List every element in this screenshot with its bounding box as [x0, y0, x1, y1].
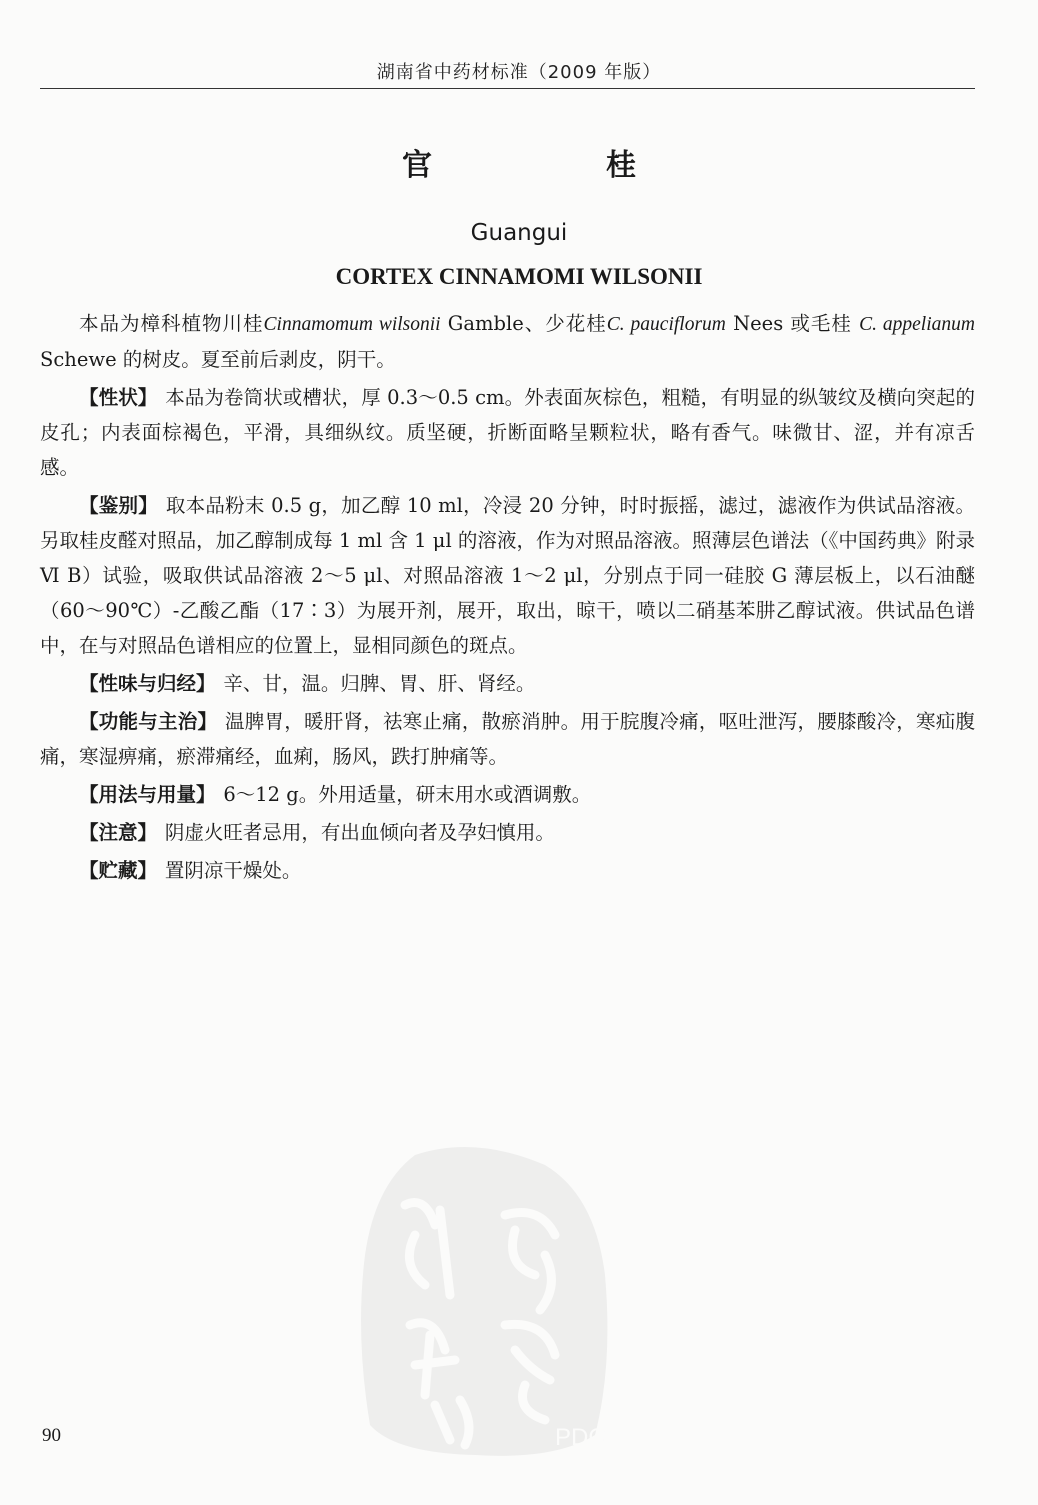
section-label: 【鉴别】 [79, 494, 159, 517]
section-storage [40, 853, 975, 888]
seal-stamp-watermark [355, 1135, 615, 1465]
section-dosage [40, 777, 975, 812]
intro-text: Gamble、少花桂 [440, 312, 607, 335]
section-text: 温脾胃，暖肝肾，祛寒止痛，散瘀消肿。用于脘腹冷痛，呕吐泄泻，腰膝酸冷，寒疝腹痛，寒湿痹痛，瘀滞痛经，血痢，肠风，跌打肿痛等。 [40, 710, 975, 768]
monograph-title: 官 桂 [402, 148, 708, 183]
monograph-body [40, 306, 975, 891]
section-label: 【功能与主治】 [79, 710, 218, 733]
species-name: C. appelianum [859, 314, 975, 335]
section-description [40, 380, 975, 485]
header-rule [40, 88, 975, 89]
source-paragraph [40, 306, 975, 377]
running-header: 湖南省中药材标准（2009 年版） [376, 62, 662, 83]
section-label: 【性状】 [79, 386, 158, 409]
section-label: 【用法与用量】 [79, 783, 216, 806]
section-text: 置阴凉干燥处。 [164, 859, 302, 882]
intro-text: 本品为樟科植物川桂 [79, 312, 264, 335]
section-text: 取本品粉末 0.5 g，加乙醇 10 ml，冷浸 20 分钟，时时振摇，滤过，滤液作为供试品溶液。另取桂皮醛对照品，加乙醇制成每 1 ml 含 1 μl 的溶液，作为对照品溶液。照薄层色谱法（《中国药典》附录Ⅵ B）试验，吸取供试品溶液 2～5 μl、对照品溶液 1～2 μl，分别点于同一硅胶 G 薄层板上，以石油醚（60～90℃）-乙酸乙酯（17∶3）为展开剂，展开，取出，晾干，喷以二硝基苯肼乙醇试液。供试品色谱中，在与对照品色谱相应的位置上，显相同颜色的斑点。 [40, 494, 975, 657]
section-caution [40, 815, 975, 850]
section-label: 【注意】 [79, 821, 158, 844]
intro-text: Nees 或毛桂 [725, 312, 860, 335]
section-identification [40, 488, 975, 663]
section-text: 本品为卷筒状或槽状，厚 0.3～0.5 cm。外表面灰棕色，粗糙，有明显的纵皱纹及横向突起的皮孔；内表面棕褐色，平滑，具细纵纹。质坚硬，折断面略呈颗粒状，略有香气。味微甘、涩，并有凉舌感。 [40, 386, 975, 479]
seal-shape [361, 1147, 607, 1456]
section-label: 【性味与归经】 [79, 672, 216, 695]
section-text: 阴虚火旺者忌用，有出血倾向者及孕妇慎用。 [164, 821, 555, 844]
section-function-indication [40, 704, 975, 774]
species-name: C. pauciflorum [606, 314, 726, 335]
pinyin-name: Guangui [470, 220, 568, 246]
section-text: 6～12 g。外用适量，研末用水或酒调敷。 [223, 783, 592, 806]
species-name: Cinnamomum wilsonii [263, 314, 441, 335]
section-nature-meridian [40, 666, 975, 701]
intro-text: Schewe 的树皮。夏至前后剥皮，阴干。 [40, 348, 396, 371]
latin-name: CORTEX CINNAMOMI WILSONII [335, 264, 703, 289]
section-text: 辛、甘，温。归脾、胃、肝、肾经。 [223, 672, 536, 695]
page-number: 90 [42, 1425, 61, 1446]
section-label: 【贮藏】 [79, 859, 158, 882]
watermark-text: PDG [555, 1424, 608, 1451]
